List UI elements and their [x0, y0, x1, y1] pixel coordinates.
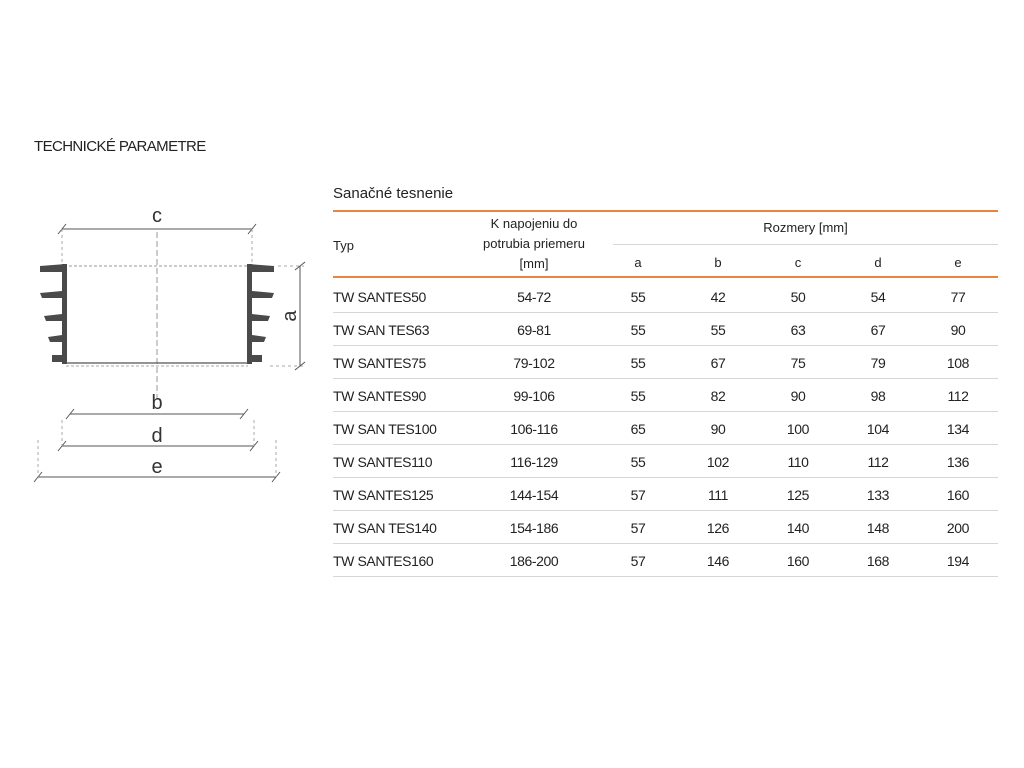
cell-a: 55	[630, 355, 646, 371]
header-dimensions: Rozmery [mm]	[763, 220, 848, 235]
cell-a: 55	[630, 289, 646, 305]
table-row	[333, 543, 998, 577]
cell-d: 148	[866, 520, 890, 536]
cell-connection: 79-102	[513, 355, 555, 371]
cell-a: 57	[630, 487, 646, 503]
table-row	[333, 279, 998, 313]
cell-e: 194	[946, 553, 970, 569]
table-header-rule	[333, 276, 998, 278]
cell-c: 50	[790, 289, 806, 305]
header-separator	[613, 244, 998, 245]
table-row	[333, 411, 998, 445]
cell-b: 111	[707, 487, 729, 503]
seal-technical-drawing	[0, 0, 320, 500]
cell-typ: TW SANTES160	[333, 553, 434, 569]
cell-c: 90	[790, 388, 806, 404]
left-seal-profile	[40, 264, 67, 364]
cell-d: 112	[867, 454, 889, 470]
table-top-rule	[333, 210, 998, 212]
cell-e: 160	[946, 487, 970, 503]
cell-a: 65	[630, 421, 646, 437]
label-b: b	[151, 392, 163, 414]
right-seal-profile	[247, 264, 274, 364]
table-row	[333, 378, 998, 412]
cell-connection: 69-81	[517, 322, 551, 338]
table-row	[333, 345, 998, 379]
cell-connection: 99-106	[513, 388, 555, 404]
table-row	[333, 444, 998, 478]
cell-e: 108	[946, 355, 970, 371]
cell-a: 57	[630, 553, 646, 569]
cell-connection: 106-116	[510, 421, 558, 437]
cell-d: 79	[870, 355, 886, 371]
cell-connection: 54-72	[517, 289, 551, 305]
cell-a: 55	[630, 322, 646, 338]
cell-connection: 144-154	[509, 487, 559, 503]
cell-b: 82	[710, 388, 726, 404]
header-connection-line2: potrubia priemeru	[483, 236, 585, 251]
cell-a: 55	[630, 454, 646, 470]
cell-b: 102	[706, 454, 730, 470]
cell-b: 55	[710, 322, 726, 338]
cell-c: 75	[790, 355, 806, 371]
cell-d: 133	[866, 487, 890, 503]
header-col-c: c	[794, 255, 802, 270]
cell-d: 168	[866, 553, 890, 569]
table-row	[333, 312, 998, 346]
cell-typ: TW SANTES125	[333, 487, 434, 503]
header-col-b: b	[714, 255, 722, 270]
header-connection	[465, 214, 603, 274]
header-connection-line1: K napojeniu do	[490, 216, 578, 231]
label-a: a	[279, 310, 301, 322]
cell-b: 42	[710, 289, 726, 305]
cell-e: 136	[946, 454, 970, 470]
header-col-e: e	[954, 255, 962, 270]
cell-connection: 186-200	[509, 553, 559, 569]
cell-e: 134	[946, 421, 970, 437]
cell-a: 57	[630, 520, 646, 536]
label-e: e	[151, 456, 163, 478]
cell-d: 67	[870, 322, 886, 338]
cell-b: 146	[706, 553, 730, 569]
cell-typ: TW SANTES90	[333, 388, 426, 404]
header-connection-line3: [mm]	[519, 256, 549, 271]
cell-c: 140	[786, 520, 810, 536]
cell-d: 54	[870, 289, 886, 305]
header-col-d: d	[874, 255, 882, 270]
cell-typ: TW SANTES50	[333, 289, 426, 305]
cell-e: 77	[950, 289, 966, 305]
cell-b: 90	[710, 421, 726, 437]
cell-connection: 154-186	[509, 520, 559, 536]
cell-c: 63	[790, 322, 806, 338]
label-d: d	[151, 425, 163, 447]
table-caption: Sanačné tesnenie	[333, 185, 454, 202]
cell-d: 98	[870, 388, 886, 404]
cell-connection: 116-129	[510, 454, 558, 470]
cell-b: 67	[710, 355, 726, 371]
label-c: c	[152, 205, 162, 227]
header-col-a: a	[634, 255, 642, 270]
table-row	[333, 477, 998, 511]
cell-b: 126	[706, 520, 730, 536]
cell-a: 55	[630, 388, 646, 404]
cell-d: 104	[866, 421, 890, 437]
cell-c: 100	[786, 421, 810, 437]
header-typ: Typ	[333, 238, 354, 253]
cell-typ: TW SANTES110	[333, 454, 433, 470]
cell-typ: TW SAN TES140	[333, 520, 437, 536]
cell-typ: TW SANTES75	[333, 355, 426, 371]
cell-c: 110	[787, 454, 809, 470]
section-title: TECHNICKÉ PARAMETRE	[34, 138, 206, 155]
table-row	[333, 510, 998, 544]
cell-e: 112	[947, 388, 969, 404]
cell-c: 160	[786, 553, 810, 569]
cell-e: 90	[950, 322, 966, 338]
cell-e: 200	[946, 520, 970, 536]
cell-c: 125	[786, 487, 810, 503]
cell-typ: TW SAN TES63	[333, 322, 430, 338]
cell-typ: TW SAN TES100	[333, 421, 437, 437]
